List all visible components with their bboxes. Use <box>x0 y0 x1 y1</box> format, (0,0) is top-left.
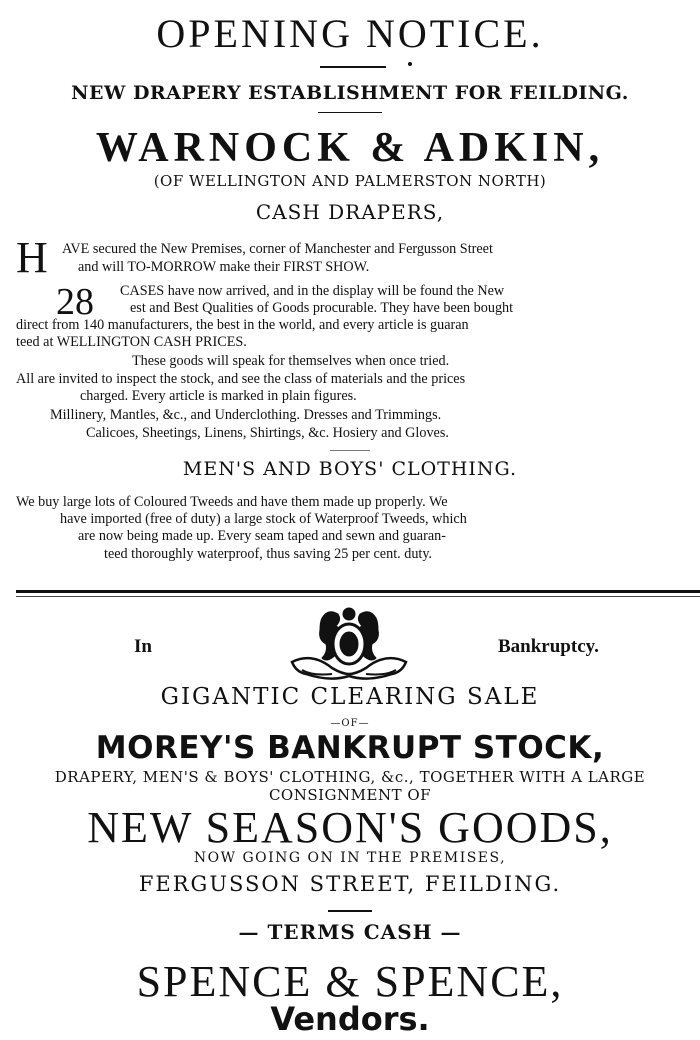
royal-coat-of-arms-icon <box>284 606 414 682</box>
clothing-line-1: We buy large lots of Coloured Tweeds and have them made up properly. We <box>16 494 448 510</box>
vendors-label: Vendors. <box>270 1000 430 1038</box>
bankrupt-stock-heading: MOREY'S BANKRUPT STOCK, <box>95 730 605 766</box>
notice-subtitle: NEW DRAPERY ESTABLISHMENT FOR FEILDING. <box>71 82 629 104</box>
section-rule <box>330 450 370 451</box>
vendor-name: SPENCE & SPENCE, <box>136 957 564 1006</box>
para2-line1: CASES have now arrived, and in the display will be found the New <box>120 283 505 299</box>
column-divider-thin <box>16 596 700 597</box>
drop-cap-h: H <box>16 233 48 282</box>
ornament-dot <box>408 62 412 66</box>
notice-line-5: Calicoes, Sheetings, Linens, Shirtings, &c. Hosiery and Gloves. <box>86 425 449 441</box>
going-on-line: NOW GOING ON IN THE PREMISES, <box>193 850 507 866</box>
drop-number-28: 28 <box>56 281 94 323</box>
firm-origin: (OF WELLINGTON AND PALMERSTON NORTH) <box>153 172 547 190</box>
para2-line4: teed at WELLINGTON CASH PRICES. <box>16 334 247 350</box>
subtitle-rule <box>318 112 382 113</box>
notice-line-3: charged. Every article is marked in plain figures. <box>80 388 357 404</box>
firm-name: WARNOCK & ADKIN, <box>95 125 605 171</box>
clothing-line-2: have imported (free of duty) a large stock of Waterproof Tweeds, which <box>60 511 467 527</box>
of-separator: —OF— <box>330 718 370 729</box>
clothing-heading: MEN'S AND BOYS' CLOTHING. <box>182 458 518 480</box>
column-divider-thick <box>16 590 700 593</box>
notice-line-2: All are invited to inspect the stock, and see the class of materials and the prices <box>16 371 466 387</box>
para1-line2: and will TO-MORROW make their FIRST SHOW. <box>78 259 370 275</box>
firm-trade: CASH DRAPERS, <box>255 200 445 224</box>
bankruptcy-label: Bankruptcy. <box>498 636 599 657</box>
in-label: In <box>134 636 152 657</box>
new-seasons-goods-heading: NEW SEASON'S GOODS, <box>87 803 613 852</box>
para2-line3: direct from 140 manufacturers, the best in the world, and every article is guaran <box>16 317 469 333</box>
terms-rule <box>328 910 372 912</box>
stock-description-line-2: CONSIGNMENT OF <box>268 786 432 804</box>
sale-headline: GIGANTIC CLEARING SALE <box>160 684 540 710</box>
clothing-line-3: are now being made up. Every seam taped and sewn and guaran- <box>78 528 446 544</box>
clothing-line-4: teed thoroughly waterproof, thus saving 25 per cent. duty. <box>104 546 433 562</box>
stock-description-line-1: DRAPERY, MEN'S & BOYS' CLOTHING, &c., TOGETHER WITH A LARGE <box>54 768 646 786</box>
para1-line1: AVE secured the New Premises, corner of Manchester and Fergusson Street <box>62 241 493 257</box>
title-rule <box>320 66 386 68</box>
sale-address: FERGUSSON STREET, FEILDING. <box>138 872 562 896</box>
notice-line-4: Millinery, Mantles, &c., and Underclothing. Dresses and Trimmings. <box>50 407 442 423</box>
notice-line-1: These goods will speak for themselves when once tried. <box>132 353 450 369</box>
opening-notice-title: OPENING NOTICE. <box>156 11 544 56</box>
para2-line2: est and Best Qualities of Goods procurable. They have been bought <box>130 300 514 316</box>
terms-cash: — TERMS CASH — <box>238 920 462 944</box>
